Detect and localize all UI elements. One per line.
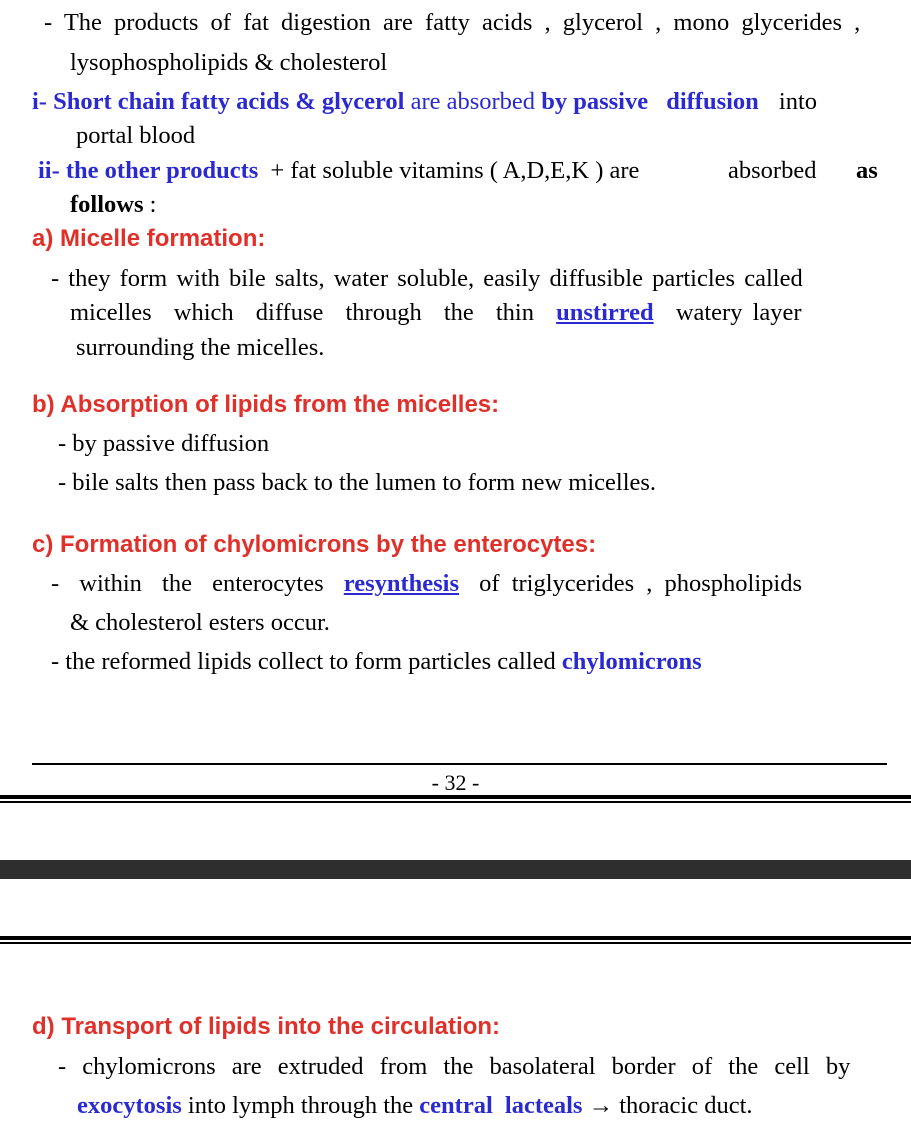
section-d-line-2: [77, 1091, 753, 1121]
point-ii-rest: + fat soluble vitamins ( A,D,E,K ) are: [270, 157, 640, 184]
section-d-line-2-b: into lymph through the: [181, 1092, 420, 1119]
point-ii-line-2: [70, 190, 156, 220]
section-d-line-2-d: thoracic duct.: [619, 1092, 753, 1119]
section-c-line-3: [51, 647, 702, 677]
page-break-rule-top-thin: [0, 801, 911, 803]
point-ii-as: as: [856, 157, 878, 184]
point-i-bold-2: by passive: [541, 88, 649, 115]
unstirred-term: unstirred: [556, 299, 654, 326]
section-a-line-3: surrounding the micelles.: [76, 334, 325, 361]
point-ii-marker: ii- the other products: [38, 157, 259, 184]
point-i-mid: are absorbed: [404, 88, 542, 115]
section-c-line-2: & cholesterol esters occur.: [70, 609, 330, 636]
point-ii-colon: :: [143, 191, 157, 218]
section-a-line-2: [70, 298, 802, 328]
page-number: - 32 -: [431, 770, 480, 795]
exocytosis-term: exocytosis: [77, 1092, 182, 1119]
central-lacteals-term: central lacteals: [419, 1092, 583, 1119]
section-d-heading: d) Transport of lipids into the circulation:: [32, 1013, 500, 1040]
page-break-rule-bottom: [0, 936, 911, 940]
point-i-tail: into: [778, 88, 818, 115]
section-b-heading: b) Absorption of lipids from the micelles:: [32, 391, 500, 418]
page-break-rule-top: [0, 795, 911, 799]
section-a-line-1: - they form with bile salts, water soluble, easily diffusible particles called: [51, 265, 803, 292]
section-a-line-2-c: watery layer: [675, 299, 802, 326]
point-i-bold-3: diffusion: [666, 88, 759, 115]
arrow-icon: →: [582, 1092, 620, 1119]
page-break-rule-bottom-thin: [0, 942, 911, 944]
footer-rule: [32, 763, 887, 765]
chylomicrons-term: chylomicrons: [561, 648, 702, 675]
section-c-line-1-c: of triglycerides , phospholipids: [479, 570, 803, 597]
point-i-line-2: portal blood: [76, 122, 196, 149]
resynthesis-term: resynthesis: [343, 570, 460, 597]
intro-line-2: lysophospholipids & cholesterol: [70, 49, 388, 76]
section-c-line-3-a: - the reformed lipids collect to form particles called: [51, 648, 562, 675]
intro-line-1: - The products of fat digestion are fatty acids , glycerol , mono glycerides ,: [44, 9, 861, 36]
section-b-line-2: - bile salts then pass back to the lumen to form new micelles.: [58, 469, 657, 496]
section-d-line-1: - chylomicrons are extruded from the basolateral border of the cell by: [58, 1053, 851, 1080]
point-ii-absorbed: absorbed: [728, 157, 817, 184]
section-b-line-1: - by passive diffusion: [58, 430, 270, 457]
section-a-heading: a) Micelle formation:: [32, 225, 266, 252]
page-gap-band: [0, 860, 911, 879]
point-ii-follows: follows: [70, 191, 144, 218]
point-ii-line-1: [38, 156, 639, 186]
section-c-line-1: [51, 569, 802, 599]
section-a-line-2-a: micelles which diffuse through the thin: [70, 299, 534, 326]
point-i-line-1: [32, 87, 817, 117]
point-i-marker: i- Short chain fatty acids & glycerol: [32, 88, 405, 115]
section-c-heading: c) Formation of chylomicrons by the enterocytes:: [32, 531, 597, 558]
section-c-line-1-a: - within the enterocytes: [51, 570, 324, 597]
